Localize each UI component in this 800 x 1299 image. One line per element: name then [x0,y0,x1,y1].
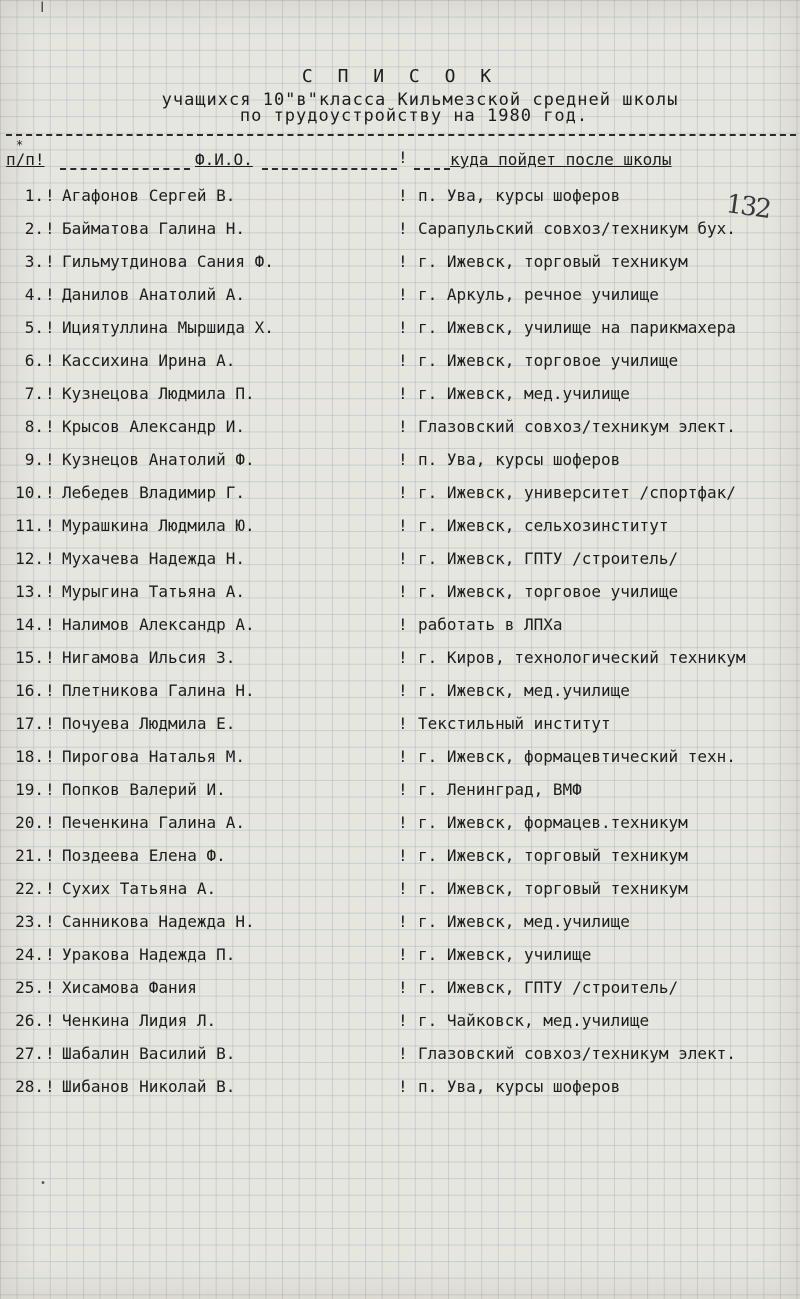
row-number: 27. [15,1044,44,1063]
student-name: Мурашкина Людмила Ю. [62,516,255,535]
student-name: Хисамова Фания [62,978,197,997]
row-separator: ! [45,252,55,271]
student-name: Плетникова Галина Н. [62,681,255,700]
row-separator: ! [45,516,55,535]
student-name: Шабалин Василий В. [62,1044,236,1063]
table-row [0,549,800,579]
student-destination: работать в ЛПХа [418,615,563,634]
student-destination: г. Ижевск, торговое училище [418,582,679,601]
student-destination: г. Аркуль, речное училище [418,285,659,304]
row-separator: ! [45,714,55,733]
column-header-fio: Ф.И.О. [195,150,253,169]
row-number: 6. [24,351,44,370]
student-destination: Текстильный институт [418,714,611,733]
student-destination: г. Ижевск, училище [418,945,592,964]
row-separator: ! [45,1077,55,1096]
column-separator: ! [398,351,408,370]
row-separator: ! [45,219,55,238]
row-separator: ! [45,879,55,898]
row-separator: ! [45,945,55,964]
row-number: 11. [15,516,44,535]
row-number: 15. [15,648,44,667]
row-separator: ! [45,417,55,436]
student-name: Нигамова Ильсия З. [62,648,236,667]
asterisk-mark: * [16,138,24,152]
table-row [0,648,800,678]
student-destination: г. Чайковск, мед.училище [418,1011,650,1030]
table-row [0,186,800,216]
table-row [0,384,800,414]
row-number: 25. [15,978,44,997]
table-row [0,714,800,744]
student-destination: г. Киров, технологический техникум [418,648,746,667]
column-separator: ! [398,450,408,469]
archive-page-number: 132 [724,189,772,225]
column-separator: ! [398,285,408,304]
student-destination: г. Ижевск, училище на парикмахера [418,318,736,337]
row-number: 12. [15,549,44,568]
student-name: Мурыгина Татьяна А. [62,582,246,601]
student-name: Почуева Людмила Е. [62,714,236,733]
row-separator: ! [45,384,55,403]
table-row [0,483,800,513]
table-row [0,285,800,315]
student-name: Гильмутдинова Сания Ф. [62,252,274,271]
column-separator: ! [398,252,408,271]
student-name: Агафонов Сергей В. [62,186,236,205]
row-number: 5. [24,318,44,337]
row-number: 28. [15,1077,44,1096]
student-destination: г. Ижевск, формацевтический техн. [418,747,736,766]
row-number: 9. [24,450,44,469]
row-number: 3. [24,252,44,271]
row-separator: ! [45,351,55,370]
table-row [0,879,800,909]
column-separator: ! [398,780,408,799]
table-row [0,912,800,942]
table-row [0,978,800,1008]
row-number: 21. [15,846,44,865]
student-destination: г. Ижевск, торговый техникум [418,879,688,898]
student-destination: Сарапульский совхоз/техникум бух. [418,219,736,238]
student-destination: г. Ижевск, университет /спортфак/ [418,483,736,502]
column-header-destination: куда пойдет после школы [450,150,672,169]
student-name: Поздеева Елена Ф. [62,846,226,865]
row-number: 1. [24,186,44,205]
student-name: Данилов Анатолий А. [62,285,246,304]
row-number: 14. [15,615,44,634]
table-row [0,846,800,876]
student-destination: п. Ува, курсы шоферов [418,450,621,469]
row-separator: ! [45,747,55,766]
student-name: Лебедев Владимир Г. [62,483,246,502]
student-destination: Глазовский совхоз/техникум элект. [418,417,736,436]
row-number: 10. [15,483,44,502]
row-separator: ! [45,483,55,502]
row-separator: ! [45,648,55,667]
student-destination: г. Ижевск, мед.училище [418,912,630,931]
row-separator: ! [45,615,55,634]
table-row [0,681,800,711]
row-separator: ! [45,1011,55,1030]
row-number: 20. [15,813,44,832]
document-subtitle-line2: по трудоустройству на 1980 год. [239,106,589,126]
row-number: 19. [15,780,44,799]
column-separator: ! [398,582,408,601]
column-separator: ! [398,483,408,502]
column-separator: ! [398,945,408,964]
student-destination: Глазовский совхоз/техникум элект. [418,1044,736,1063]
table-row [0,1044,800,1074]
table-row [0,219,800,249]
row-number: 26. [15,1011,44,1030]
row-separator: ! [45,549,55,568]
table-row [0,417,800,447]
column-separator: ! [398,714,408,733]
row-separator: ! [45,318,55,337]
student-destination: г. Ижевск, сельхозинститут [418,516,669,535]
student-name: Печенкина Галина А. [62,813,246,832]
student-destination: г. Ижевск, ГПТУ /строитель/ [418,549,679,568]
table-row [0,318,800,348]
table-row [0,252,800,282]
table-row [0,780,800,810]
row-number: 22. [15,879,44,898]
column-separator: ! [398,912,408,931]
column-separator: ! [398,681,408,700]
row-separator: ! [45,912,55,931]
row-number: 23. [15,912,44,931]
row-separator: ! [45,1044,55,1063]
student-destination: г. Ижевск, мед.училище [418,681,630,700]
row-number: 7. [24,384,44,403]
student-name: Попков Валерий И. [62,780,226,799]
row-number: 18. [15,747,44,766]
column-separator: ! [398,417,408,436]
paper-speck: • [40,1178,47,1189]
student-destination: п. Ува, курсы шоферов [418,1077,621,1096]
column-separator: ! [398,813,408,832]
student-name: Санникова Надежда Н. [62,912,255,931]
row-number: 17. [15,714,44,733]
column-separator: ! [398,1044,408,1063]
student-destination: г. Ижевск, формацев.техникум [418,813,688,832]
column-separator: ! [398,1011,408,1030]
row-separator: ! [45,846,55,865]
column-separator: ! [398,219,408,238]
student-destination: г. Ижевск, торговый техникум [418,846,688,865]
table-row [0,450,800,480]
row-number: 16. [15,681,44,700]
student-name: Пирогова Наталья М. [62,747,246,766]
column-separator: ! [398,148,408,167]
row-separator: ! [45,186,55,205]
table-row [0,747,800,777]
table-row [0,615,800,645]
row-separator: ! [45,285,55,304]
column-separator: ! [398,318,408,337]
student-destination: г. Ижевск, торговый техникум [418,252,688,271]
column-separator: ! [398,615,408,634]
student-name: Крысов Александр И. [62,417,246,436]
student-name: Мухачева Надежда Н. [62,549,246,568]
column-separator: ! [398,516,408,535]
column-separator: ! [398,978,408,997]
table-row [0,516,800,546]
column-separator: ! [398,186,408,205]
table-row [0,1011,800,1041]
row-separator: ! [45,978,55,997]
row-number: 13. [15,582,44,601]
table-row [0,351,800,381]
row-number: 8. [24,417,44,436]
row-separator: ! [45,450,55,469]
row-number: 2. [24,219,44,238]
row-number: 4. [24,285,44,304]
column-separator: ! [398,846,408,865]
student-name: Уракова Надежда П. [62,945,236,964]
column-separator: ! [398,1077,408,1096]
row-separator: ! [45,582,55,601]
student-destination: г. Ижевск, торговое училище [418,351,679,370]
table-row [0,582,800,612]
student-destination: г. Ленинград, ВМФ [418,780,582,799]
row-separator: ! [45,813,55,832]
row-number: 24. [15,945,44,964]
student-name: Байматова Галина Н. [62,219,246,238]
student-name: Ченкина Лидия Л. [62,1011,217,1030]
row-separator: ! [45,780,55,799]
row-separator: ! [45,681,55,700]
student-name: Налимов Александр А. [62,615,255,634]
table-row [0,1077,800,1107]
student-destination: г. Ижевск, мед.училище [418,384,630,403]
column-separator: ! [398,747,408,766]
column-separator: ! [398,549,408,568]
student-name: Кузнецов Анатолий Ф. [62,450,255,469]
table-row [0,813,800,843]
student-name: Ициятуллина Мыршида Х. [62,318,274,337]
student-name: Сухих Татьяна А. [62,879,217,898]
column-header-number: п/п! [6,150,45,169]
column-separator: ! [398,879,408,898]
student-destination: п. Ува, курсы шоферов [418,186,621,205]
column-separator: ! [398,384,408,403]
table-row [0,945,800,975]
student-name: Шибанов Николай В. [62,1077,236,1096]
corner-tick-mark: ǀ [38,0,47,16]
student-name: Кузнецова Людмила П. [62,384,255,403]
document-title: С П И С О К [301,66,499,87]
student-name: Кассихина Ирина А. [62,351,236,370]
document-subtitle-line1: учащихся 10"в"класса Кильмезской средней школы [161,90,679,110]
column-separator: ! [398,648,408,667]
student-destination: г. Ижевск, ГПТУ /строитель/ [418,978,679,997]
